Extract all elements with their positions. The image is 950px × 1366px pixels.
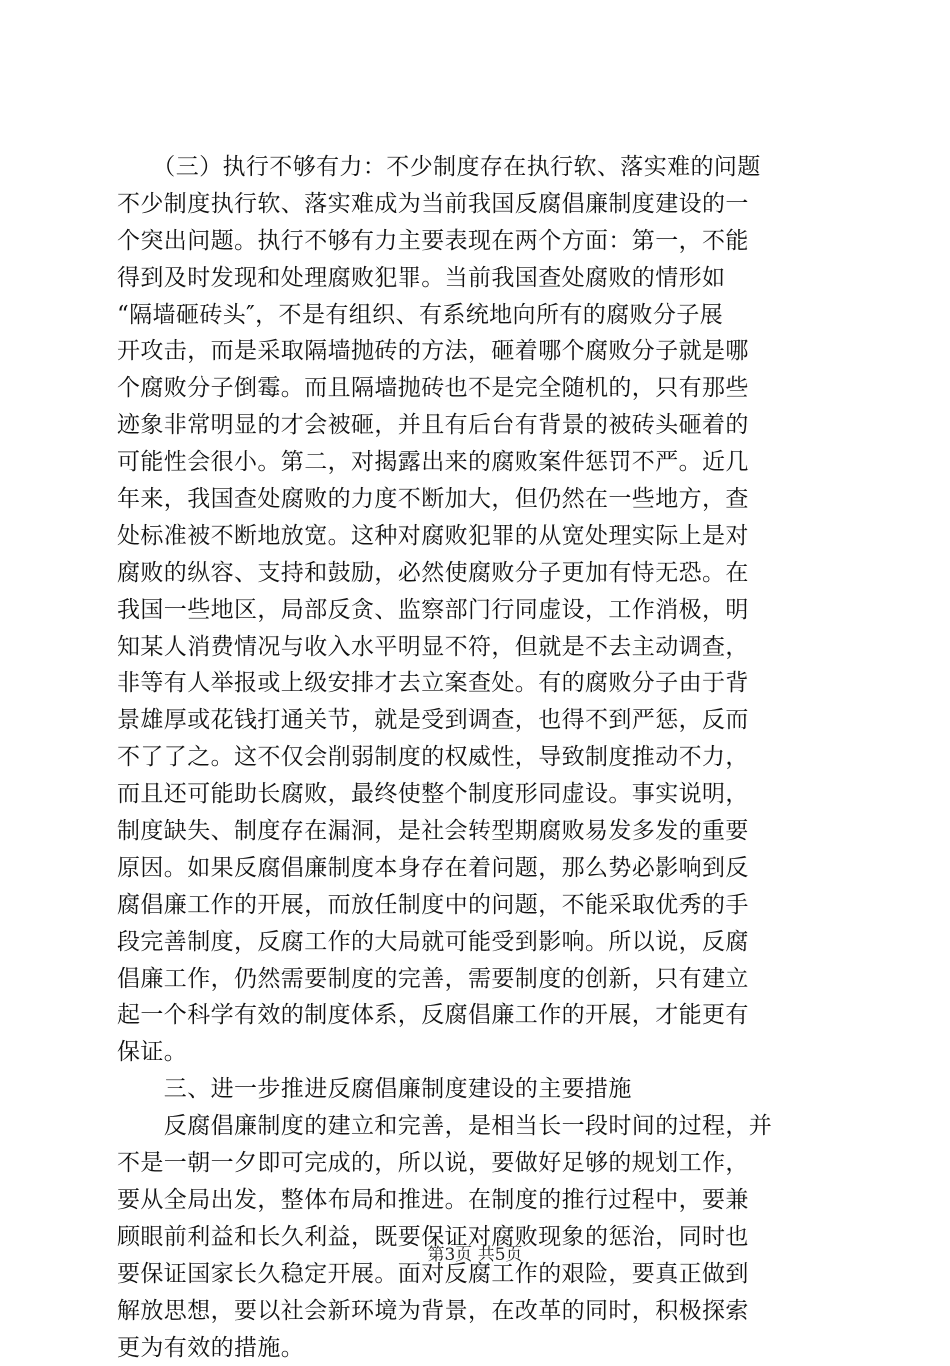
text-line: 个突出问题。执行不够有力主要表现在两个方面：第一，不能: [117, 223, 837, 260]
text-line: （三）执行不够有力：不少制度存在执行软、落实难的问题: [117, 149, 837, 186]
text-line: 要从全局出发，整体布局和推进。在制度的推行过程中，要兼: [117, 1182, 837, 1219]
text-line: 保证。: [117, 1034, 837, 1071]
text-line: 开攻击，而是采取隔墙抛砖的方法，砸着哪个腐败分子就是哪: [117, 333, 837, 370]
text-line: 更为有效的措施。: [117, 1330, 837, 1366]
text-line: 我国一些地区，局部反贪、监察部门行同虚设，工作消极，明: [117, 592, 837, 629]
text-line: 景雄厚或花钱打通关节，就是受到调查，也得不到严惩，反而: [117, 702, 837, 739]
text-line: 制度缺失、制度存在漏洞，是社会转型期腐败易发多发的重要: [117, 813, 837, 850]
text-line: 可能性会很小。第二，对揭露出来的腐败案件惩罚不严。近几: [117, 444, 837, 481]
text-line: 个腐败分子倒霉。而且隔墙抛砖也不是完全随机的，只有那些: [117, 370, 837, 407]
text-line: “隔墙砸砖头″，不是有组织、有系统地向所有的腐败分子展: [117, 297, 837, 334]
text-line: 不了了之。这不仅会削弱制度的权威性，导致制度推动不力，: [117, 739, 837, 776]
text-line: 处标准被不断地放宽。这种对腐败犯罪的从宽处理实际上是对: [117, 518, 837, 555]
text-line: 而且还可能助长腐败，最终使整个制度形同虚设。事实说明，: [117, 776, 837, 813]
text-line: 解放思想，要以社会新环境为背景，在改革的同时，积极探索: [117, 1293, 837, 1330]
text-line: 要保证国家长久稳定开展。面对反腐工作的艰险，要真正做到: [117, 1256, 837, 1293]
text-line: 年来，我国查处腐败的力度不断加大，但仍然在一些地方，查: [117, 481, 837, 518]
text-line: 起一个科学有效的制度体系，反腐倡廉工作的开展，才能更有: [117, 997, 837, 1034]
text-line: 非等有人举报或上级安排才去立案查处。有的腐败分子由于背: [117, 665, 837, 702]
body-text: [117, 149, 837, 1366]
text-line: 知某人消费情况与收入水平明显不符，但就是不去主动调查，: [117, 629, 837, 666]
text-line: 得到及时发现和处理腐败犯罪。当前我国查处腐败的情形如: [117, 260, 837, 297]
text-line: 三、进一步推进反腐倡廉制度建设的主要措施: [117, 1071, 837, 1108]
text-line: 顾眼前利益和长久利益，既要保证对腐败现象的惩治，同时也: [117, 1219, 837, 1256]
text-line: 迹象非常明显的才会被砸，并且有后台有背景的被砖头砸着的: [117, 407, 837, 444]
text-line: 不是一朝一夕即可完成的，所以说，要做好足够的规划工作，: [117, 1145, 837, 1182]
text-line: 反腐倡廉制度的建立和完善，是相当长一段时间的过程，并: [117, 1108, 837, 1145]
text-line: 腐败的纵容、支持和鼓励，必然使腐败分子更加有恃无恐。在: [117, 555, 837, 592]
text-line: 原因。如果反腐倡廉制度本身存在着问题，那么势必影响到反: [117, 850, 837, 887]
text-line: 倡廉工作，仍然需要制度的完善，需要制度的创新，只有建立: [117, 961, 837, 998]
page-footer: 第3页 共5页: [0, 1240, 950, 1265]
text-line: 段完善制度，反腐工作的大局就可能受到影响。所以说，反腐: [117, 924, 837, 961]
text-line: 腐倡廉工作的开展，而放任制度中的问题，不能采取优秀的手: [117, 887, 837, 924]
text-line: 不少制度执行软、落实难成为当前我国反腐倡廉制度建设的一: [117, 186, 837, 223]
